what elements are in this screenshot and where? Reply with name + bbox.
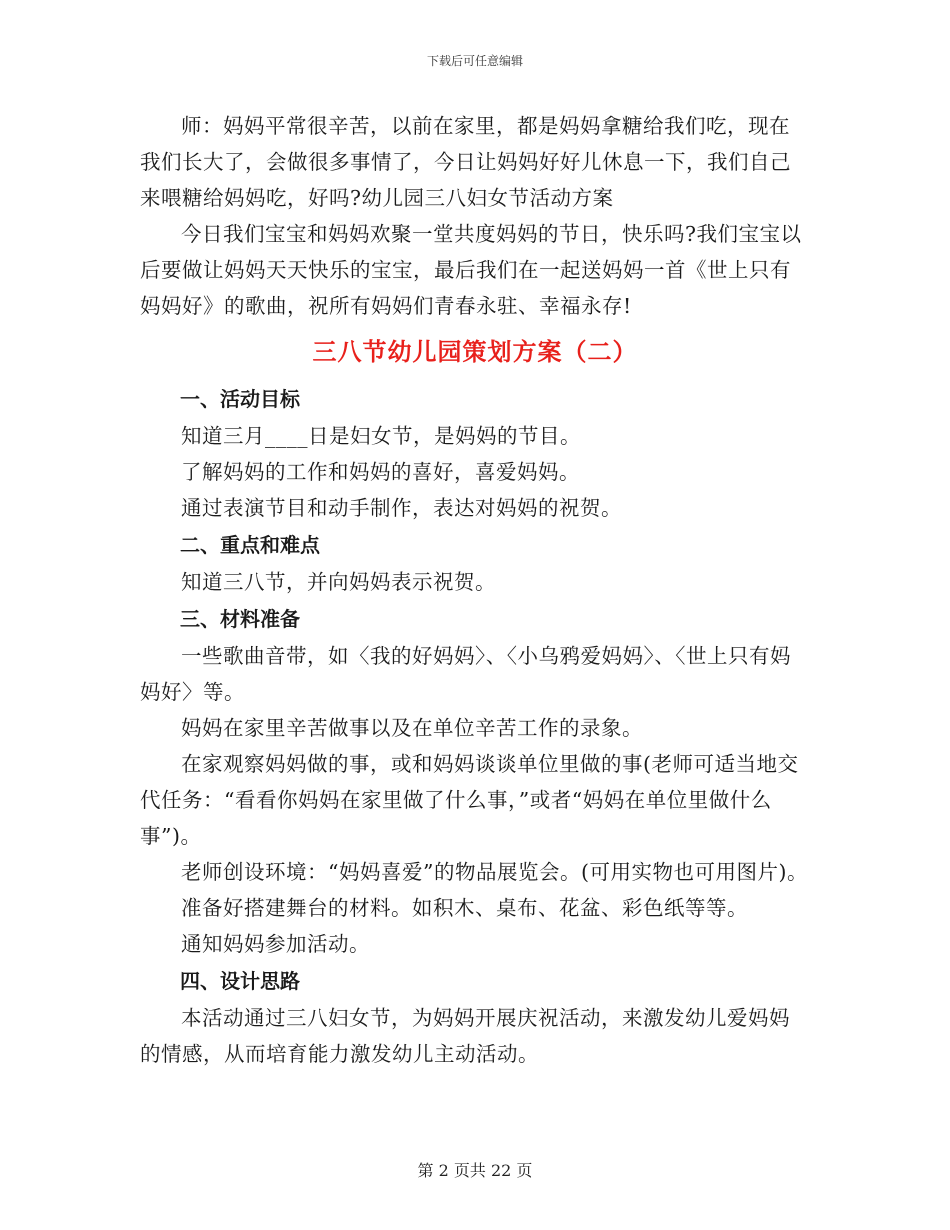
- section-heading: 二、重点和难点: [180, 533, 320, 557]
- section-paragraph: 了解妈妈的工作和妈妈的喜好，喜爱妈妈。: [181, 460, 580, 484]
- page-footer: 第 2 页共 22 页: [417, 1161, 533, 1180]
- section-paragraph: 通知妈妈参加活动。: [181, 932, 370, 956]
- intro-paragraph: 师：妈妈平常很辛苦，以前在家里，都是妈妈拿糖给我们吃，现在我们长大了，会做很多事情了，今日让妈妈好好儿休息一下，我们自己来喂糖给妈妈吃，好吗?幼儿园三八妇女节活动方案: [140, 114, 791, 210]
- page-header: 下载后可任意编辑: [426, 54, 523, 68]
- section-paragraph: 通过表演节目和动手制作，表达对妈妈的祝贺。: [181, 496, 622, 520]
- section-activity-goals: [140, 380, 810, 526]
- section-heading: 四、设计思路: [180, 969, 300, 993]
- section-paragraph: 妈妈在家里辛苦做事以及在单位辛苦工作的录象。: [181, 716, 643, 740]
- section-heading: 一、活动目标: [180, 387, 300, 411]
- section-paragraph: 本活动通过三八妇女节，为妈妈开展庆祝活动，来激发幼儿爱妈妈的情感，从而培育能力激发幼儿主动活动。: [140, 1006, 790, 1066]
- section-paragraph: 在家观察妈妈做的事，或和妈妈谈谈单位里做的事(老师可适当地交代任务：“看看你妈妈在家里做了什么事，”或者“妈妈在单位里做什么事”)。: [140, 752, 799, 848]
- document-body: [140, 108, 810, 1072]
- section-paragraph: 准备好搭建舞台的材料。如积木、桌布、花盆、彩色纸等等。: [181, 896, 748, 920]
- intro-paragraph: 今日我们宝宝和妈妈欢聚一堂共度妈妈的节日，快乐吗?我们宝宝以后要做让妈妈天天快乐的宝宝，最后我们在一起送妈妈一首《世上只有妈妈好》的歌曲，祝所有妈妈们青春永驻、幸福永存!: [140, 222, 802, 318]
- document-title: 三八节幼儿园策划方案（二）: [312, 338, 638, 366]
- section-heading: 三、材料准备: [180, 607, 300, 631]
- section-paragraph: 知道三月____日是妇女节，是妈妈的节目。: [181, 424, 581, 448]
- section-design-ideas: [140, 962, 810, 1072]
- section-paragraph: 老师创设环境：“妈妈喜爱”的物品展览会。(可用实物也可用图片)。: [181, 860, 808, 884]
- section-paragraph: 一些歌曲音带，如〈我的好妈妈〉、〈小乌鸦爱妈妈〉、〈世上只有妈妈好〉等。: [140, 644, 791, 704]
- section-materials: [140, 600, 810, 962]
- section-paragraph: 知道三八节，并向妈妈表示祝贺。: [181, 570, 496, 594]
- section-key-points: [140, 526, 810, 600]
